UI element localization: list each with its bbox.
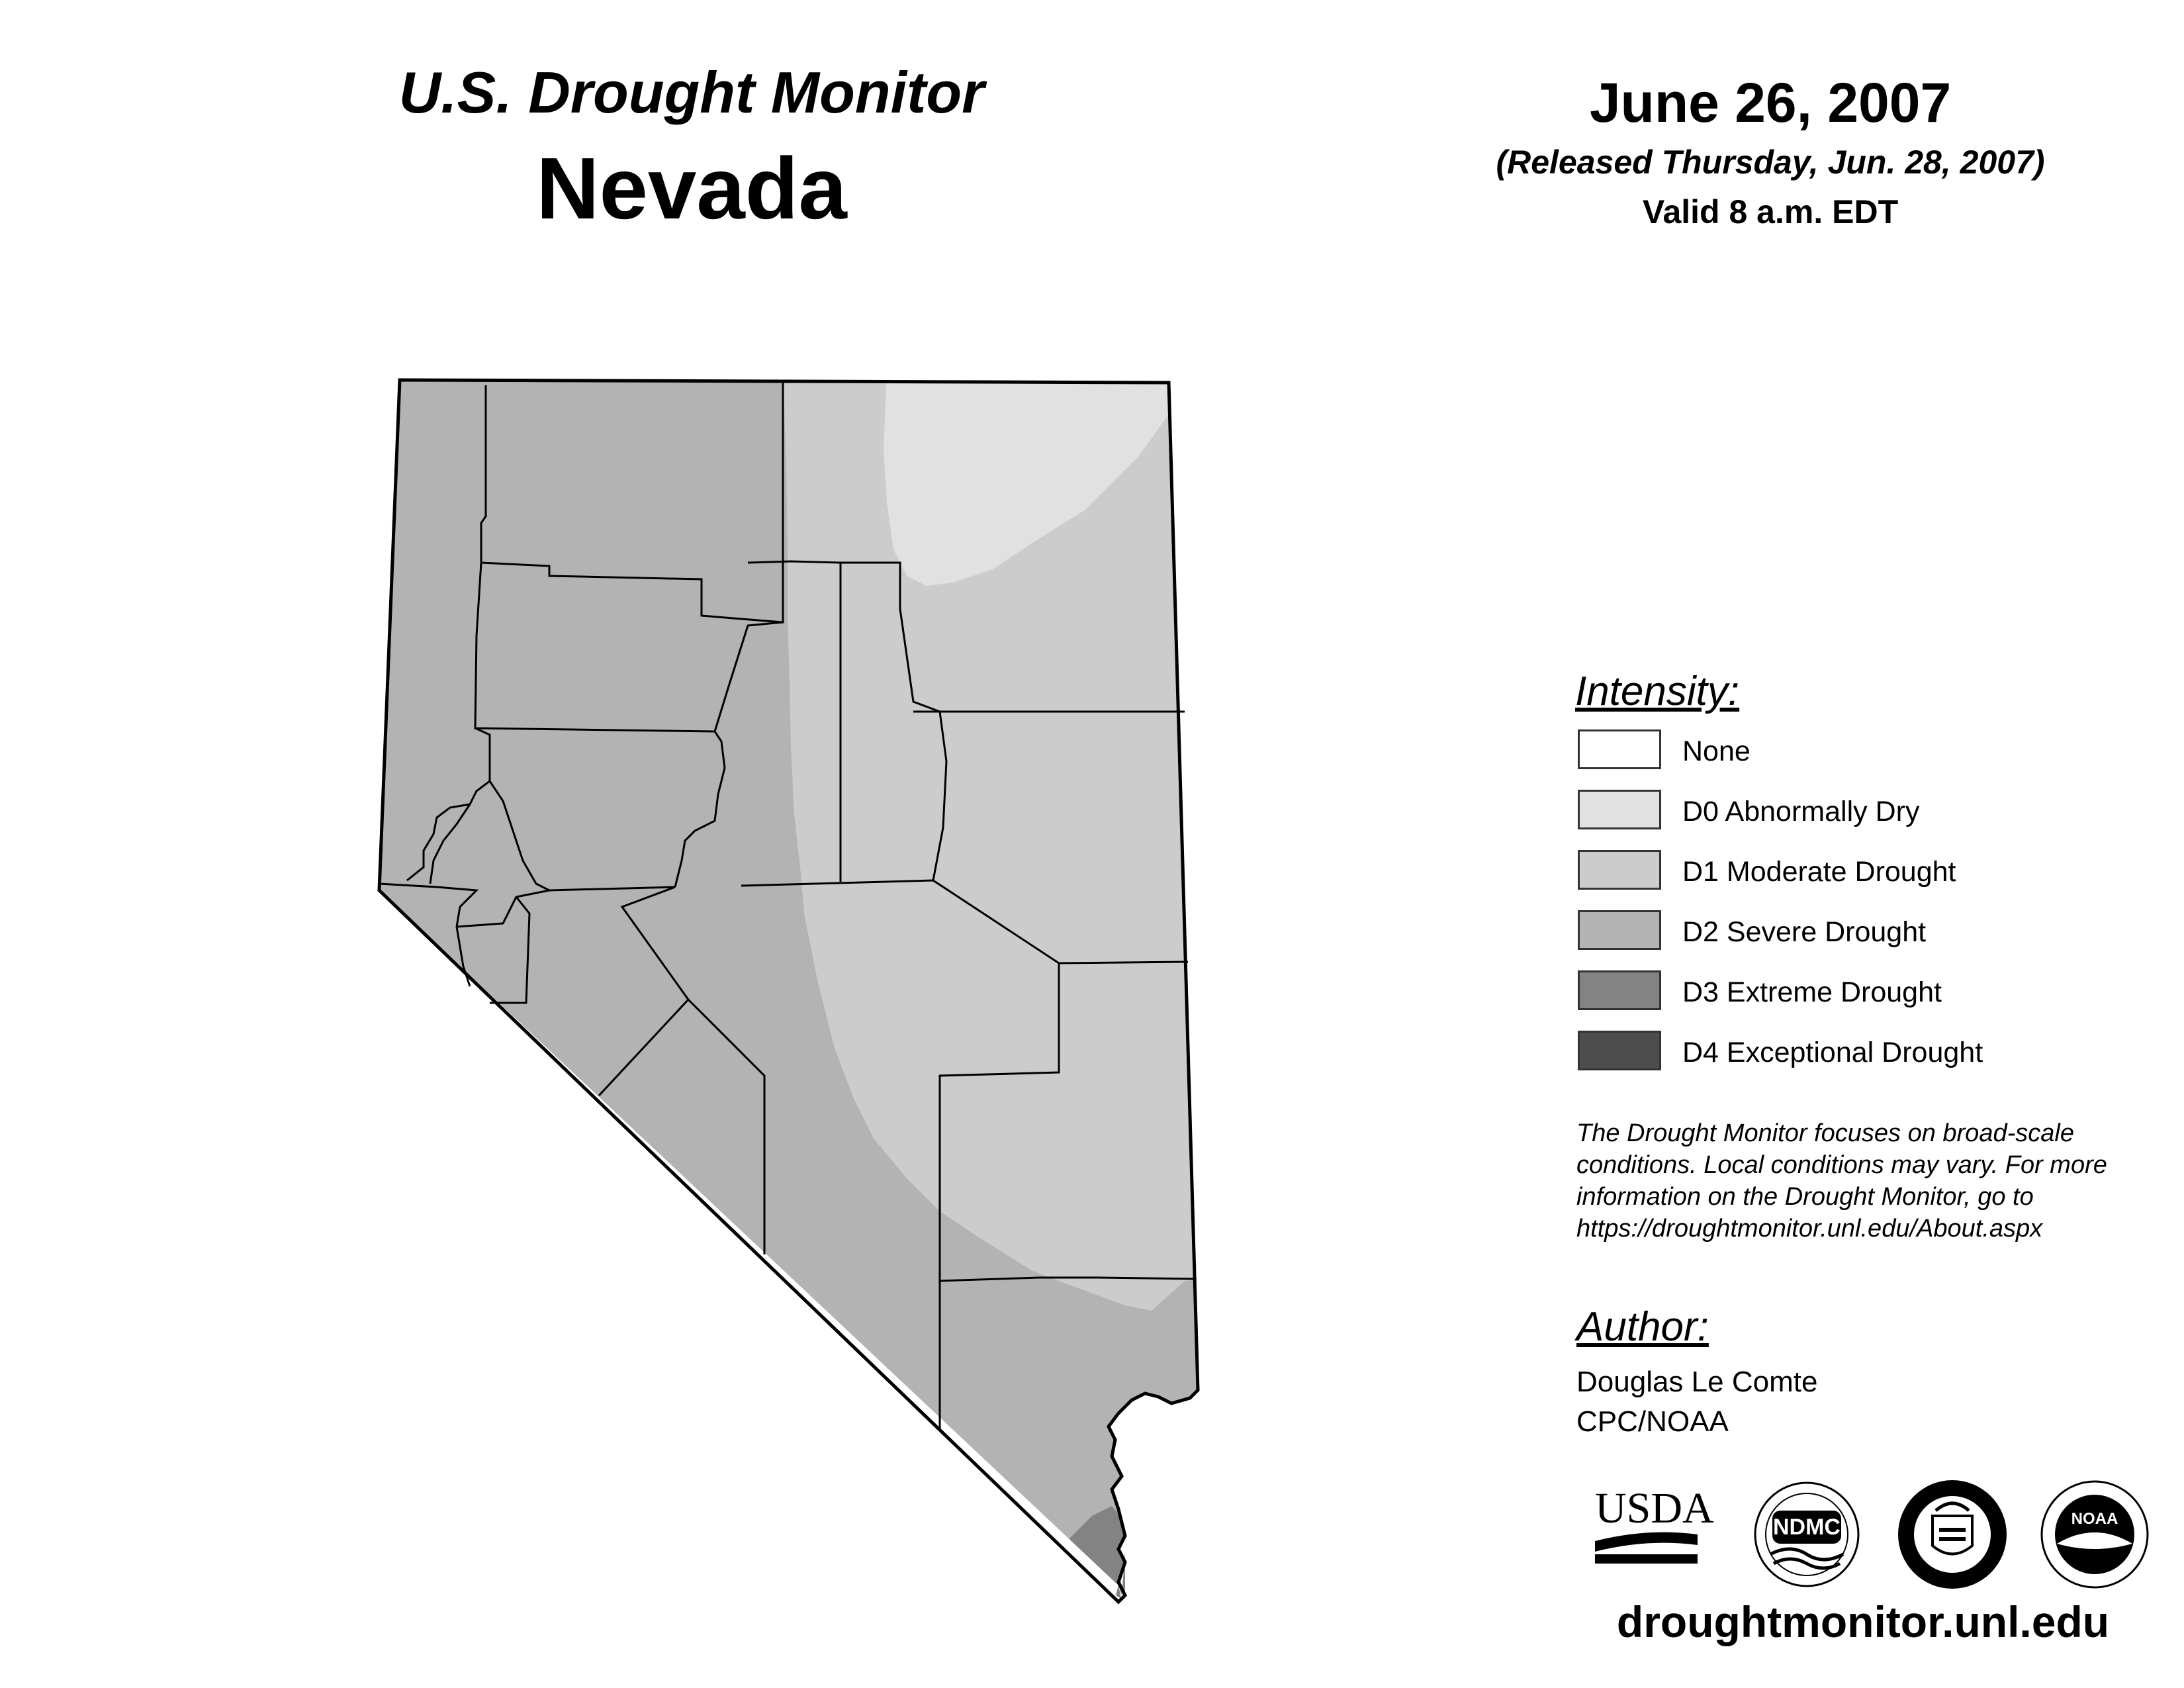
legend-swatch-d2 — [1578, 910, 1661, 950]
legend-item-d3 — [1575, 962, 2171, 1023]
usda-logo-text: USDA — [1595, 1484, 1714, 1532]
author-org: CPC/NOAA — [1576, 1405, 1729, 1438]
ndmc-logo-text: NDMC — [1773, 1515, 1841, 1540]
state-name: Nevada — [536, 140, 847, 237]
monitor-title: U.S. Drought Monitor — [398, 60, 985, 125]
legend — [1575, 662, 2171, 1083]
legend-label: D0 Abnormally Dry — [1682, 796, 1920, 827]
disclaimer — [1576, 1117, 2172, 1244]
legend-label: D1 Moderate Drought — [1682, 856, 1956, 888]
usda-logo — [1595, 1484, 1714, 1564]
legend-item-d4 — [1575, 1023, 2171, 1083]
website-link[interactable]: droughtmonitor.unl.edu — [1616, 1597, 2110, 1646]
legend-label: None — [1682, 735, 1751, 767]
department-of-commerce-seal-icon — [1898, 1480, 2007, 1589]
legend-label: D2 Severe Drought — [1682, 916, 1927, 948]
legend-label: D4 Exceptional Drought — [1682, 1037, 1983, 1068]
partner-logos — [1588, 1470, 2164, 1602]
legend-item-d0 — [1575, 782, 2171, 842]
disclaimer-line: conditions. Local conditions may vary. For more — [1576, 1151, 2107, 1179]
legend-item-none — [1575, 722, 2171, 782]
ndmc-logo — [1755, 1483, 1858, 1586]
release-date: (Released Thursday, Jun. 28, 2007) — [1496, 144, 2045, 181]
legend-swatch-d4 — [1578, 1031, 1661, 1070]
legend-swatch-d3 — [1578, 970, 1661, 1010]
legend-item-d2 — [1575, 902, 2171, 962]
valid-time: Valid 8 a.m. EDT — [1642, 193, 1899, 230]
noaa-logo-text: NOAA — [2071, 1510, 2118, 1528]
noaa-logo — [2042, 1481, 2148, 1587]
disclaimer-link[interactable]: https://droughtmonitor.unl.edu/About.aspx — [1576, 1215, 2043, 1243]
map-date: June 26, 2007 — [1589, 71, 1952, 134]
legend-item-d1 — [1575, 842, 2171, 902]
legend-swatch-d0 — [1578, 790, 1661, 829]
legend-label: D3 Extreme Drought — [1682, 976, 1942, 1008]
legend-swatch-d1 — [1578, 850, 1661, 890]
disclaimer-line: The Drought Monitor focuses on broad-scale — [1576, 1119, 2074, 1147]
author-name: Douglas Le Comte — [1576, 1366, 1818, 1398]
author-title: Author: — [1576, 1304, 1709, 1350]
legend-swatch-none — [1578, 729, 1661, 769]
legend-title: Intensity: — [1575, 669, 1740, 714]
disclaimer-line: information on the Drought Monitor, go to — [1576, 1183, 2034, 1211]
